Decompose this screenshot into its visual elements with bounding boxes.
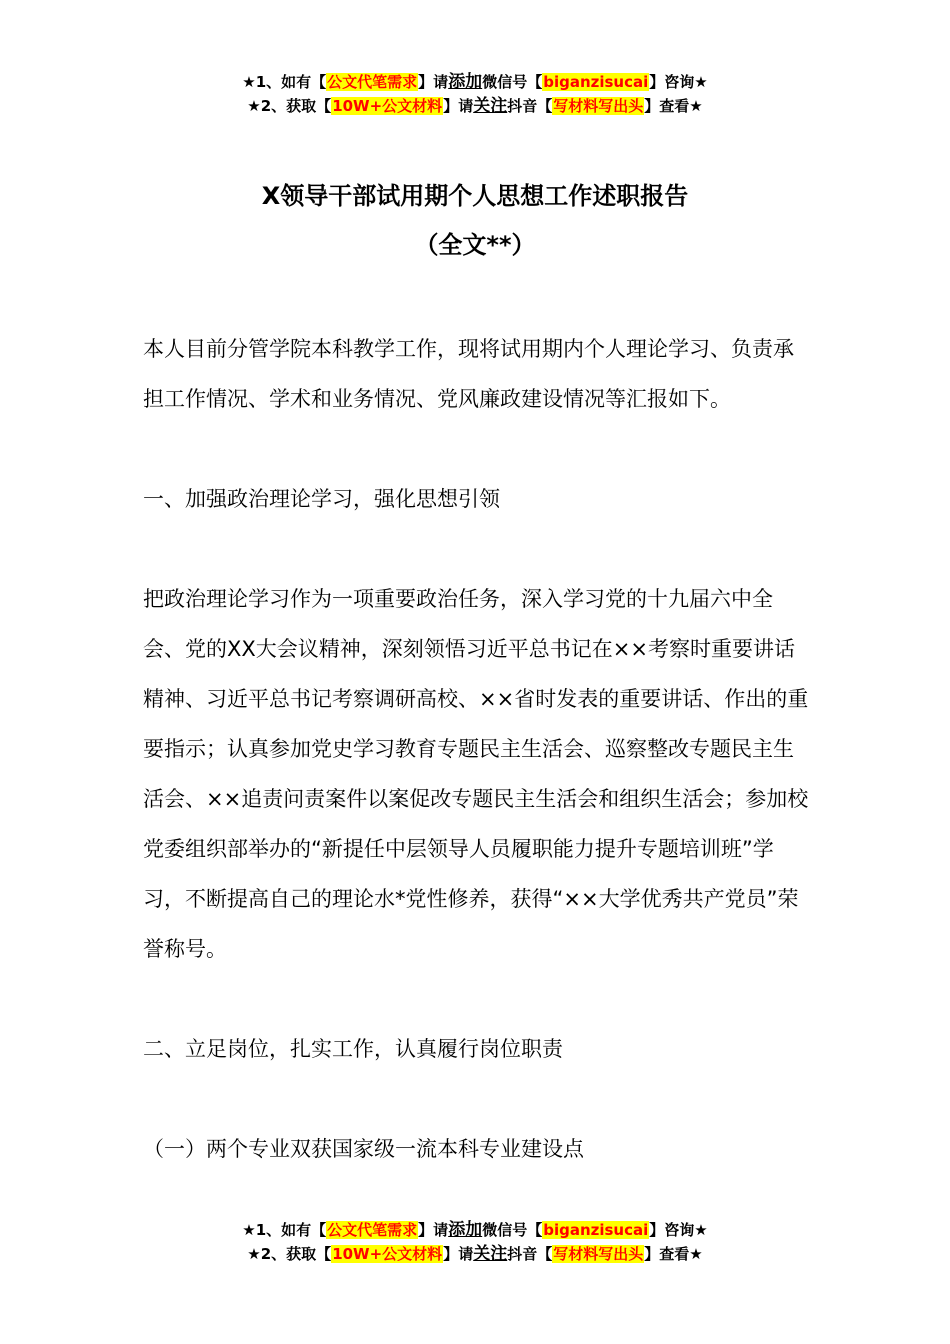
section-heading-2: 二、立足岗位，扎实工作，认真履行岗位职责	[143, 1037, 563, 1061]
banner-highlight: biganzisucai	[543, 73, 649, 91]
banner-text: ★1、如有【	[242, 73, 327, 91]
banner-text: ★1、如有【	[242, 1221, 327, 1239]
banner-text: ★2、获取【	[247, 97, 332, 115]
banner-highlight: biganzisucai	[543, 1221, 649, 1239]
banner-highlight: 公文代笔需求	[327, 1221, 418, 1239]
banner-highlight: 10W+公文材料	[332, 1245, 443, 1263]
banner-text: 】请	[418, 73, 449, 91]
banner-text: 】请	[443, 97, 474, 115]
banner-highlight: 公文代笔需求	[327, 73, 418, 91]
banner-underline: 添加	[448, 72, 483, 92]
document-subtitle: （全文**）	[414, 231, 536, 259]
banner-text: 】查看★	[644, 1245, 703, 1263]
document-title: X领导干部试用期个人思想工作述职报告	[261, 182, 689, 210]
subsection-heading-1: （一）两个专业双获国家级一流本科专业建设点	[143, 1137, 584, 1161]
banner-text: 】请	[443, 1245, 474, 1263]
banner-text: 】咨询★	[649, 1221, 708, 1239]
banner-text: 】请	[418, 1221, 449, 1239]
intro-paragraph: 本人目前分管学院本科教学工作，现将试用期内个人理论学习、负责承担工作情况、学术和业务情况、党风廉政建设情况等汇报如下。	[143, 337, 794, 411]
banner-highlight: 写材料写出头	[553, 97, 644, 115]
banner-highlight: 写材料写出头	[553, 1245, 644, 1263]
banner-line-1	[0, 1218, 950, 1242]
banner-underline: 关注	[473, 1244, 508, 1264]
banner-text: 抖音【	[507, 1245, 553, 1263]
banner-underline: 关注	[473, 96, 508, 116]
banner-line-2	[0, 94, 950, 118]
document-body	[143, 324, 809, 1174]
header-banner	[0, 70, 950, 118]
banner-line-2	[0, 1242, 950, 1266]
banner-highlight: 10W+公文材料	[332, 97, 443, 115]
section-heading-1: 一、加强政治理论学习，强化思想引领	[143, 487, 500, 511]
banner-text: ★2、获取【	[247, 1245, 332, 1263]
banner-text: 微信号【	[482, 1221, 543, 1239]
footer-banner	[0, 1218, 950, 1266]
banner-text: 】查看★	[644, 97, 703, 115]
banner-text: 抖音【	[507, 97, 553, 115]
banner-text: 】咨询★	[649, 73, 708, 91]
banner-underline: 添加	[448, 1220, 483, 1240]
banner-line-1	[0, 70, 950, 94]
section-1-paragraph: 把政治理论学习作为一项重要政治任务，深入学习党的十九届六中全会、党的XX大会议精神，深刻领悟习近平总书记在××考察时重要讲话精神、习近平总书记考察调研高校、××省时发表的重要讲话、作出的重要指示；认真参加党史学习教育专题民主生活会、巡察整改专题民主生活会、××追责问责案件以案促改专题民主生活会和组织生活会；参加校党委组织部举办的“新提任中层领导人员履职能力提升专题培训班”学习，不断提高自己的理论水*党性修养，获得“××大学优秀共产党员”荣誉称号。	[143, 587, 809, 961]
banner-text: 微信号【	[482, 73, 543, 91]
